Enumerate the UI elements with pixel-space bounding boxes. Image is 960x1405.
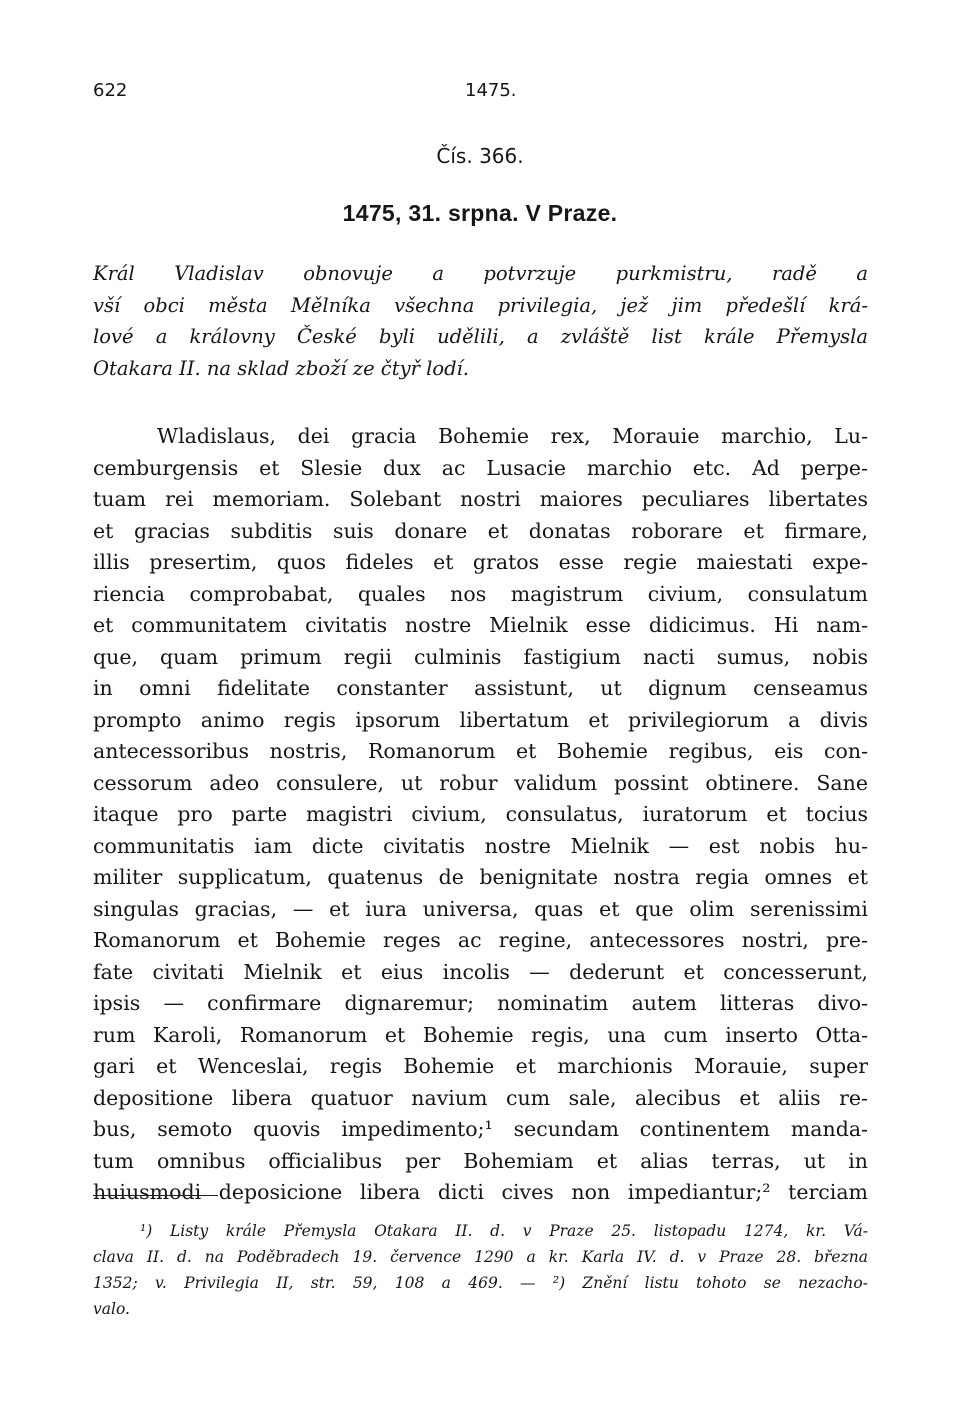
text-line: cessorum adeo consulere, ut robur validum possint obtinere. Sane [93,770,868,795]
regest-line: lové a královny České byli udělili, a zvláště list krále Přemysla [93,325,868,348]
text-line: militer supplicatum, quatenus de benignitate nostra regia omnes et [93,865,868,889]
text-line: gari et Wenceslai, regis Bohemie et marchionis Morauie, super [93,1054,868,1078]
text-line: huiusmodi deposicione libera dicti cives non impediantur;² terciam [93,1180,868,1204]
text-line: in omni fidelitate constanter assistunt, ut dignum censeamus [93,676,868,700]
text-line: Romanorum et Bohemie reges ac regine, antecessores nostri, pre- [93,928,868,952]
footnote-line: 1352; v. Privilegia II, str. 59, 108 a 469. — ²) Znění listu tohoto se nezacho- [93,1274,868,1292]
text-line: illis presertim, quos fideles et gratos esse regie maiestati expe- [93,550,868,574]
text-line: bus, semoto quovis impedimento;¹ secundam continentem manda- [93,1117,868,1141]
text-line: ipsis — confirmare dignaremur; nominatim autem litteras divo- [93,991,868,1015]
footnote-line: ¹) Listy krále Přemysla Otakara II. d. v Praze 25. listopadu 1274, kr. Vá- [140,1222,868,1240]
text-line: Wladislaus, dei gracia Bohemie rex, Morauie marchio, Lu- [157,424,868,448]
latin-charter-text [93,421,868,1209]
text-line: tuam rei memoriam. Solebant nostri maiores peculiares libertates [93,487,868,511]
text-line: et communitatem civitatis nostre Mielnik esse didicimus. Hi nam- [93,613,868,637]
regest-summary [93,258,868,384]
footnote-divider [93,1195,218,1196]
running-year: 1475. [465,80,517,101]
text-line: tum omnibus officialibus per Bohemiam et alias terras, ut in [93,1148,868,1173]
footnote-line: clava II. d. na Poděbradech 19. července 1290 a kr. Karla IV. d. v Praze 28. března [93,1248,868,1266]
document-number: Čís. 366. [436,144,524,168]
footnote-line: valo. [93,1300,130,1318]
page-number: 622 [93,80,128,101]
regest-line: Král Vladislav obnovuje a potvrzuje purkmistru, radě a [93,262,868,285]
text-line: communitatis iam dicte civitatis nostre Mielnik — est nobis hu- [93,833,868,858]
text-line: fate civitati Mielnik et eius incolis — dederunt et concesserunt, [93,959,868,984]
document-date-place: 1475, 31. srpna. V Praze. [342,200,618,226]
text-line: itaque pro parte magistri civium, consulatus, iuratorum et tocius [93,802,868,826]
text-line: riencia comprobabat, quales nos magistrum civium, consulatum [93,581,868,606]
text-line: prompto animo regis ipsorum libertatum et privilegiorum a divis [93,707,868,732]
text-line: singulas gracias, — et iura universa, quas et que olim serenissimi [93,896,868,921]
text-line: que, quam primum regii culminis fastigium nacti sumus, nobis [93,644,868,669]
text-line: cemburgensis et Slesie dux ac Lusacie marchio etc. Ad perpe- [93,455,868,480]
text-line: et gracias subditis suis donare et donatas roborare et firmare, [93,518,868,543]
regest-line: Otakara II. na sklad zboží ze čtyř lodí. [93,356,469,380]
text-line: antecessoribus nostris, Romanorum et Bohemie regibus, eis con- [93,739,868,763]
regest-line: vší obci města Mělníka všechna privilegia, jež jim předešlí krá- [93,293,868,317]
footnotes [93,1218,868,1322]
text-line: depositione libera quatuor navium cum sale, alecibus et aliis re- [93,1085,868,1110]
text-line: rum Karoli, Romanorum et Bohemie regis, una cum inserto Otta- [93,1022,868,1047]
